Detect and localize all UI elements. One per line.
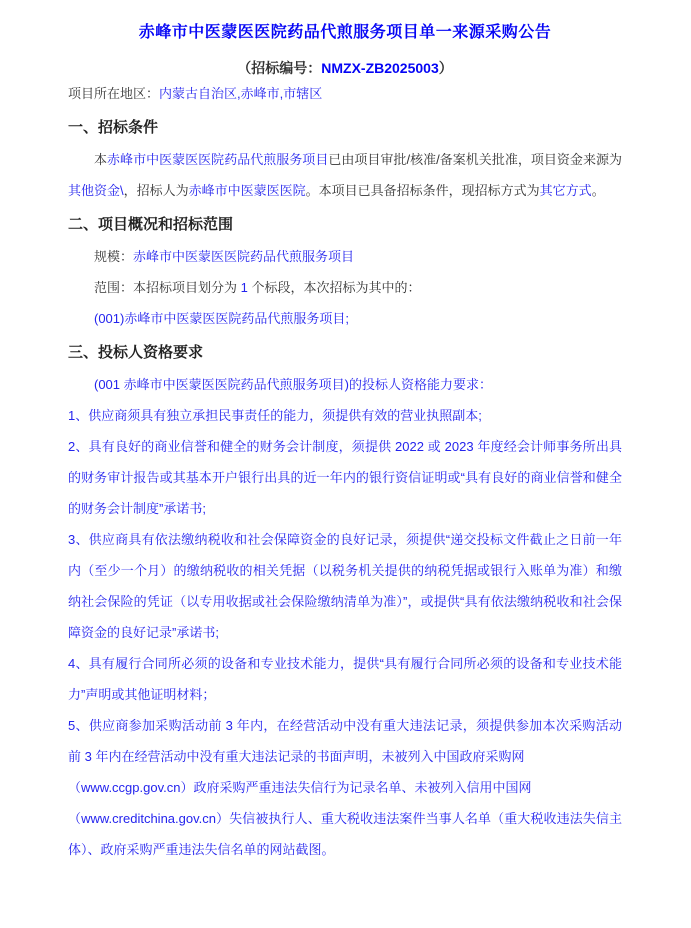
text-run: 。本项目已具备招标条件，现招标方式为 — [305, 183, 540, 198]
tender-method-text: 其它方式 — [539, 183, 592, 198]
location-label: 项目所在地区： — [68, 86, 160, 101]
section-1-heading: 一、招标条件 — [68, 119, 159, 136]
project-location-line — [68, 78, 622, 109]
text-run: 本 — [94, 152, 108, 167]
tender-number-suffix: ） — [438, 60, 453, 76]
text-run: 已由项目审批/核准/备案机关批准，项目资金来源为 — [328, 152, 622, 167]
scale-line — [68, 241, 622, 272]
section-3-heading: 三、投标人资格要求 — [68, 344, 204, 361]
qualification-item-1: 1、供应商须具有独立承担民事责任的能力，须提供有效的营业执照副本; — [68, 408, 482, 423]
text-run: 范围：本招标项目划分为 — [94, 280, 241, 295]
qualification-intro-line: (001 赤峰市中医蒙医医院药品代煎服务项目)的投标人资格能力要求： — [94, 377, 492, 392]
qualification-item-2: 2、具有良好的商业信誉和健全的财务会计制度，须提供 2022 或 2023 年度经会计师事务所出具的财务审计报告或其基本开户银行出具的近一年内的银行资信证明或“具有良好的商业信誉和健全的财务会计制度”承诺书; — [68, 439, 622, 516]
qualification-item-4: 4、具有履行合同所必须的设备和专业技术能力，提供“具有履行合同所必须的设备和专业技术能力”声明或其他证明材料； — [68, 656, 622, 702]
text-run: ，招标人为 — [123, 183, 189, 198]
qualification-item-5 — [68, 710, 622, 865]
tenderee-name-text: 赤峰市中医蒙医医院 — [188, 183, 306, 198]
text-run: 个标段，本次招标为其中的： — [247, 280, 421, 295]
tender-number: NMZX-ZB2025003 — [321, 60, 439, 76]
text-run: 5、供应商参加采购活动前 3 年内，在经营活动中没有重大违法记录，须提供参加本次采购活动前 3 年内在经营活动中没有重大违法记录的书面声明，未被列入中国政府采购网 — [68, 718, 622, 764]
text-run: 。 — [591, 183, 605, 198]
page-title: 赤峰市中医蒙医医院药品代煎服务项目单一来源采购公告 — [138, 24, 552, 41]
qualification-item-3: 3、供应商具有依法缴纳税收和社会保障资金的良好记录，须提供“递交投标文件截止之日前一年内（至少一个月）的缴纳税收的相关凭据（以税务机关提供的纳税凭据或银行入账单为准）和缴纳社会保险的凭证（以专用收据或社会保险缴纳清单为准）”，或提供“具有依法缴纳税收和社会保障资金的良好记录”承诺书; — [68, 532, 622, 640]
scale-value: 赤峰市中医蒙医医院药品代煎服务项目 — [133, 249, 355, 264]
creditchina-url-line: （www.creditchina.gov.cn）失信被执行人、重大税收违法案件当事人名单（重大税收违法失信主体）、政府采购严重违法失信名单的网站截图。 — [68, 811, 622, 857]
fund-source-text: 其他资金\ — [68, 183, 124, 198]
tender-number-prefix: （招标编号： — [237, 60, 322, 76]
scale-label: 规模： — [94, 249, 134, 264]
section-1-paragraph — [68, 144, 622, 206]
location-value: 内蒙古自治区,赤峰市,市辖区 — [159, 86, 323, 101]
scope-line — [68, 272, 622, 303]
lot-count: 1 — [240, 280, 248, 295]
tender-number-line — [68, 58, 622, 78]
ccgp-url-line: （www.ccgp.gov.cn）政府采购严重违法失信行为记录名单、未被列入信用中国网 — [68, 780, 532, 795]
section-2-heading: 二、项目概况和招标范围 — [68, 216, 234, 233]
lot-001-line: (001)赤峰市中医蒙医医院药品代煎服务项目; — [94, 311, 349, 326]
project-name-text: 赤峰市中医蒙医医院药品代煎服务项目 — [107, 152, 329, 167]
